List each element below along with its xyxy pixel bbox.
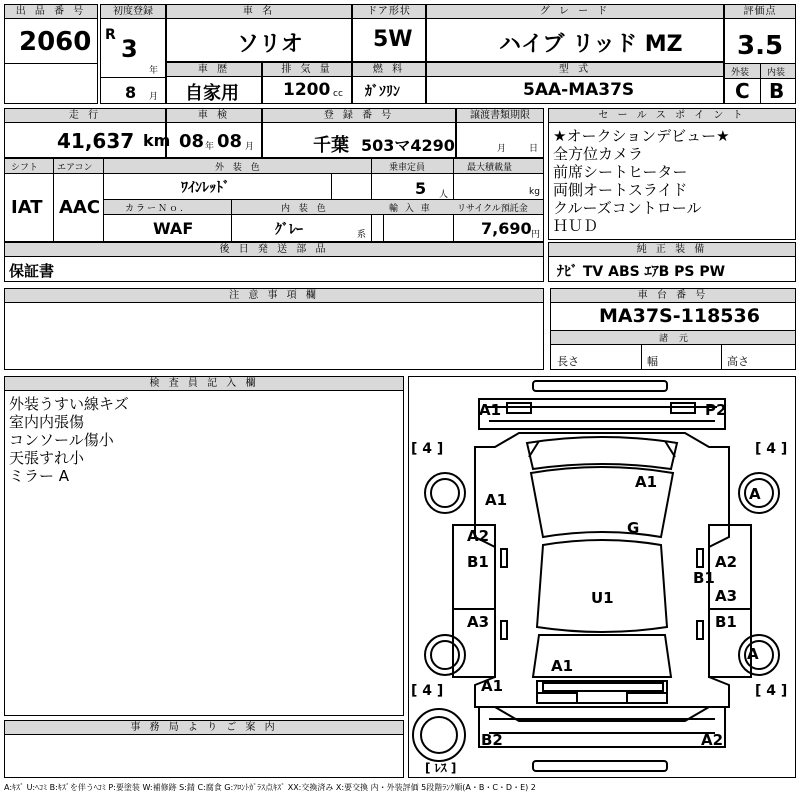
tire-label-rr: [ 4 ] — [755, 683, 788, 699]
dim-width: 幅 — [647, 355, 658, 368]
dim-length: 長さ — [557, 355, 579, 368]
car-diagram-box — [408, 376, 796, 778]
dim-height: 高さ — [727, 355, 749, 368]
door: 5W — [373, 27, 413, 52]
car-name-header: 車 名 — [167, 5, 351, 19]
notes-header: 注 意 事 項 欄 — [5, 289, 543, 303]
inspector-header: 検 査 員 記 入 欄 — [5, 377, 403, 391]
capacity-unit: 人 — [439, 190, 449, 200]
damage-mark: B1 — [715, 613, 737, 631]
inspection-month-unit: 月 — [245, 142, 255, 152]
chassis-no: MA37S-118536 — [599, 305, 760, 327]
damage-mark: B2 — [481, 731, 503, 749]
color-no: WAF — [153, 219, 194, 238]
sales-point: ★オークションデビュー★ — [553, 127, 730, 145]
color-no-header: カラーＮｏ. — [125, 204, 185, 214]
sales-point: クルーズコントロール — [553, 199, 702, 217]
recycle-unit: 円 — [531, 230, 541, 240]
reg-no-box — [262, 108, 456, 158]
color-header: 外 装 色 — [215, 163, 263, 173]
dimensions-header: 諸 元 — [659, 334, 692, 344]
score-box — [724, 4, 796, 104]
fuel-box — [352, 62, 426, 104]
spec-grid — [4, 158, 544, 242]
later-parts-header: 後 日 発 送 部 品 — [5, 243, 543, 257]
inspector-box — [4, 376, 404, 716]
inspection-year-unit: 年 — [205, 142, 215, 152]
damage-mark: A3 — [467, 613, 490, 631]
transfer-header: 譲渡書類期限 — [457, 109, 543, 123]
history-header: 車 歴 — [167, 63, 261, 77]
shift: IAT — [11, 197, 43, 218]
chassis-box — [550, 288, 796, 370]
standard-equip-header: 純 正 装 備 — [549, 243, 795, 257]
tire-label-rl: [ 4 ] — [411, 683, 444, 699]
lot-no-box — [4, 4, 98, 104]
damage-mark: A1 — [635, 473, 658, 491]
lot-no: 2060 — [19, 27, 92, 57]
later-parts: 保証書 — [9, 262, 55, 280]
inspection-year: 08 — [179, 131, 205, 152]
damage-mark: U1 — [591, 589, 614, 607]
damage-mark: A — [749, 485, 761, 503]
mileage-unit: km — [143, 131, 171, 150]
inspector-note: ミラー A — [9, 467, 70, 485]
displacement-box — [262, 62, 352, 104]
sales-point: 全方位カメラ — [553, 145, 644, 163]
first-reg-era: R — [105, 27, 116, 43]
aircon: AAC — [59, 197, 101, 218]
damage-mark: A3 — [715, 587, 738, 605]
max-load-unit: kg — [529, 187, 540, 197]
chassis-header: 車 台 番 号 — [551, 289, 795, 303]
car-diagram — [409, 377, 795, 777]
damage-mark: A2 — [467, 527, 490, 545]
reg-no-header: 登 録 番 号 — [263, 109, 455, 123]
shift-header: シフト — [11, 163, 39, 173]
history-box — [166, 62, 262, 104]
capacity: 5 — [415, 179, 427, 198]
transfer-month-unit: 月 — [497, 144, 507, 154]
import-header: 輸 入 車 — [389, 204, 432, 214]
interior-color-header: 内 装 色 — [281, 204, 329, 214]
damage-mark: A1 — [551, 657, 574, 675]
inspector-note: 天張すれ小 — [9, 449, 85, 467]
sales-point: 両側オートスライド — [553, 181, 688, 199]
inspection-month: 08 — [217, 131, 243, 152]
grade: ハイブ リッド MZ — [499, 32, 683, 57]
office-box — [4, 720, 404, 778]
damage-mark: G — [627, 519, 640, 537]
color: ﾜｲﾝﾚｯﾄﾞ — [181, 180, 230, 196]
sales-points-list — [553, 127, 730, 235]
transfer-box — [456, 108, 544, 158]
first-reg-month: 8 — [125, 83, 137, 102]
fuel: ｶﾞｿﾘﾝ — [365, 84, 400, 100]
first-reg-month-unit: 月 — [149, 92, 159, 102]
score: 3.5 — [737, 31, 784, 61]
damage-mark: A — [747, 645, 759, 663]
inspection-box — [166, 108, 262, 158]
sales-points-box — [548, 108, 796, 240]
door-box — [352, 4, 426, 62]
notes-box — [4, 288, 544, 370]
car-name-box — [166, 4, 352, 62]
sales-point: ＨＵＤ — [553, 217, 599, 235]
history: 自家用 — [185, 83, 239, 104]
standard-equip-box — [548, 242, 796, 282]
aircon-header: エアコン — [57, 163, 93, 173]
inspector-note: コンソール傷小 — [9, 431, 114, 449]
interior-color: ｸﾞﾚｰ — [275, 222, 303, 238]
damage-mark: B1 — [467, 553, 489, 571]
first-reg-box — [100, 4, 166, 104]
interior-header: 内装 — [767, 68, 786, 78]
first-reg-year-unit: 年 — [149, 66, 159, 76]
sales-points-header: セ ー ル ス ポ イ ン ト — [549, 109, 795, 123]
inspector-notes — [9, 395, 129, 485]
damage-mark: P2 — [705, 401, 727, 419]
damage-mark: A1 — [479, 401, 502, 419]
model: 5AA-MA37S — [523, 80, 635, 100]
damage-mark: A1 — [481, 677, 504, 695]
recycle: 7,690 — [481, 219, 532, 238]
grade-box — [426, 4, 724, 62]
displacement-unit: cc — [333, 89, 343, 99]
spare-label: [ ﾚｽ ] — [425, 761, 457, 775]
interior-color-unit: 系 — [357, 230, 367, 240]
mileage-header: 走 行 — [5, 109, 165, 123]
car-name: ソリオ — [237, 32, 303, 57]
mileage: 41,637 — [57, 129, 135, 153]
legend: A:ｷｽﾞ U:ﾍｺﾐ B:ｷｽﾞを伴うﾍｺﾐ P:要塗装 W:補修跡 S:錆 C:腐食 G:ﾌﾛﾝﾄｶﾞﾗｽ点ｷｽﾞ XX:交換済み X:要交換 内・外装評価 5段階ﾗﾝｸ順(A・B・C・D・E) 2 — [4, 783, 536, 792]
recycle-header: リサイクル預託金 — [457, 204, 528, 214]
sales-point: 前席シートヒーター — [553, 163, 688, 181]
capacity-header: 乗車定員 — [389, 163, 426, 173]
door-header: ドア形状 — [353, 5, 425, 19]
damage-mark: A1 — [485, 491, 508, 509]
standard-equip: ﾅﾋﾞ TV ABS ｴｱB PS PW — [557, 264, 726, 280]
score-header: 評価点 — [725, 5, 795, 19]
inspector-note: 室内内張傷 — [9, 413, 85, 431]
lot-no-header: 出 品 番 号 — [5, 5, 97, 19]
inspection-header: 車 検 — [167, 109, 261, 123]
mileage-box — [4, 108, 171, 158]
first-reg-year: 3 — [121, 35, 138, 63]
grade-header: グ レ ー ド — [427, 5, 723, 19]
inspector-note: 外装うすい線キズ — [9, 395, 129, 413]
exterior-header: 外装 — [731, 68, 750, 78]
displacement-header: 排 気 量 — [263, 63, 351, 77]
tire-label-fl: [ 4 ] — [411, 441, 444, 457]
reg-number: 503マ4290 — [361, 136, 455, 155]
transfer-day-unit: 日 — [529, 144, 539, 154]
tire-label-fr: [ 4 ] — [755, 441, 788, 457]
exterior-score: C — [735, 79, 750, 103]
reg-region: 千葉 — [313, 135, 349, 156]
first-reg-header: 初度登録 — [101, 5, 165, 19]
damage-mark: A2 — [701, 731, 724, 749]
damage-mark: B1 — [693, 569, 715, 587]
fuel-header: 燃 料 — [353, 63, 425, 77]
max-load-header: 最大積載量 — [467, 163, 513, 173]
later-parts-box — [4, 242, 544, 282]
model-header: 型 式 — [427, 63, 723, 77]
damage-mark: A2 — [715, 553, 738, 571]
interior-score: B — [769, 79, 785, 103]
displacement: 1200 — [283, 80, 331, 100]
model-box — [426, 62, 724, 104]
office-header: 事 務 局 よ り ご 案 内 — [5, 721, 403, 735]
